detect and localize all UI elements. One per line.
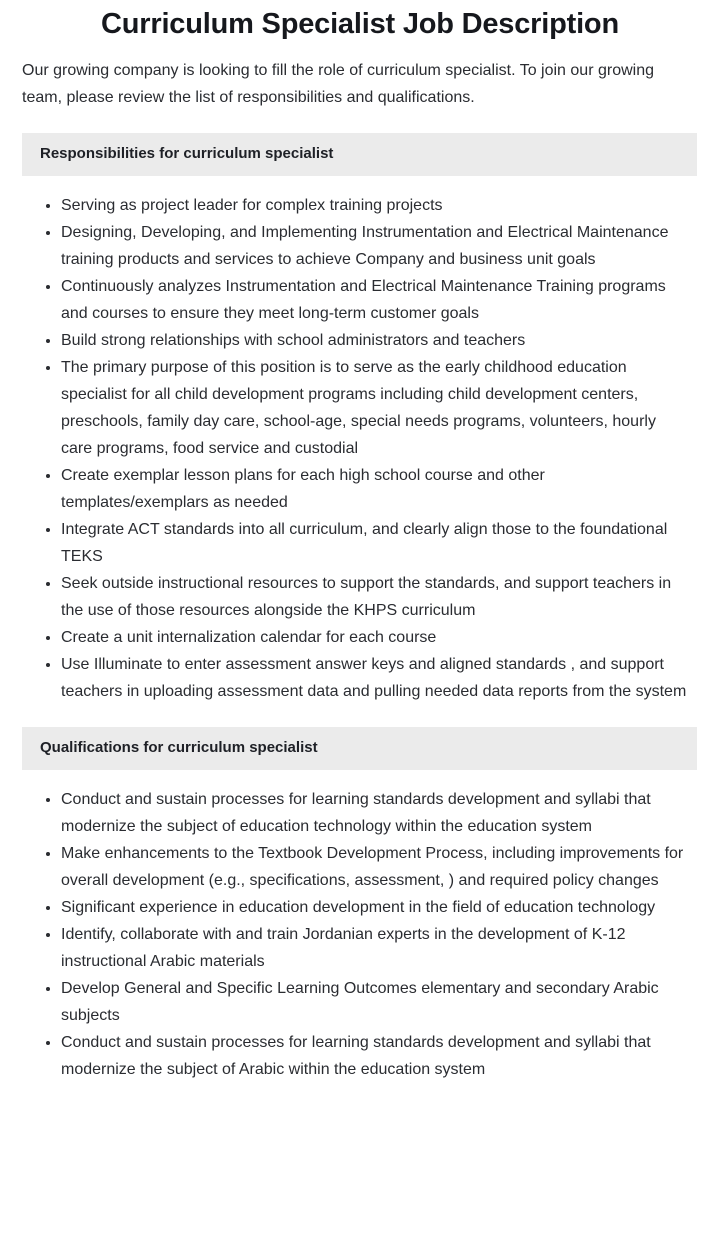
responsibilities-list <box>0 176 720 705</box>
intro-paragraph: Our growing company is looking to fill the role of curriculum specialist. To join our growing team, please review the list of responsibilities and qualifications. <box>22 62 654 106</box>
list-item: Seek outside instructional resources to support the standards, and support teachers in the use of those resources alongside the KHPS curriculum <box>46 570 690 624</box>
section-responsibilities <box>0 133 720 705</box>
list-item: Use Illuminate to enter assessment answer keys and aligned standards , and support teachers in uploading assessment data and pulling needed data reports from the system <box>46 651 690 705</box>
list-item: Make enhancements to the Textbook Development Process, including improvements for overall development (e.g., specifications, assessment, ) and required policy changes <box>46 840 690 894</box>
list-item: Create exemplar lesson plans for each high school course and other templates/exemplars as needed <box>46 462 690 516</box>
list-item: The primary purpose of this position is to serve as the early childhood education specialist for all child development programs including child development centers, preschools, family day care, school-age, special needs programs, volunteers, hourly care programs, food service and custodial <box>46 354 690 462</box>
list-item: Conduct and sustain processes for learning standards development and syllabi that modernize the subject of Arabic within the education system <box>46 1029 690 1083</box>
list-item: Develop General and Specific Learning Outcomes elementary and secondary Arabic subjects <box>46 975 690 1029</box>
list-item: Significant experience in education development in the field of education technology <box>46 894 690 921</box>
list-item: Integrate ACT standards into all curriculum, and clearly align those to the foundational TEKS <box>46 516 690 570</box>
section-qualifications <box>0 727 720 1083</box>
list-item: Serving as project leader for complex training projects <box>46 192 690 219</box>
page-title: Curriculum Specialist Job Description <box>101 8 619 40</box>
list-item: Identify, collaborate with and train Jordanian experts in the development of K-12 instructional Arabic materials <box>46 921 690 975</box>
list-item: Designing, Developing, and Implementing Instrumentation and Electrical Maintenance training products and services to achieve Company and business unit goals <box>46 219 690 273</box>
list-item: Create a unit internalization calendar for each course <box>46 624 690 651</box>
bottom-spacer <box>0 1083 720 1107</box>
section-heading-responsibilities: Responsibilities for curriculum specialist <box>22 133 697 176</box>
list-item: Continuously analyzes Instrumentation and Electrical Maintenance Training programs and courses to ensure they meet long-term customer goals <box>46 273 690 327</box>
section-heading-qualifications: Qualifications for curriculum specialist <box>22 727 697 770</box>
list-item: Conduct and sustain processes for learning standards development and syllabi that modernize the subject of education technology within the education system <box>46 786 690 840</box>
qualifications-list <box>0 770 720 1083</box>
list-item: Build strong relationships with school administrators and teachers <box>46 327 690 354</box>
